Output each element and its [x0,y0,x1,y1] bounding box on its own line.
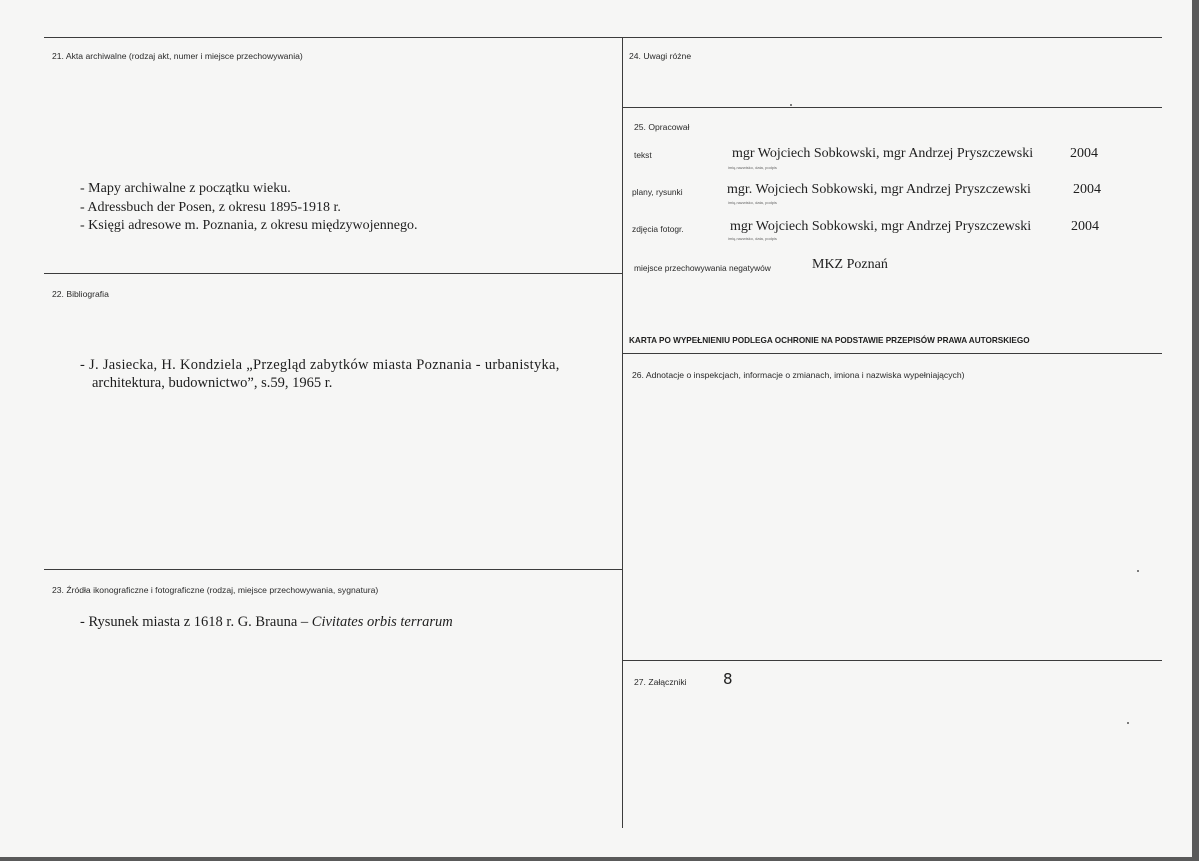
author-row-1-year: 2004 [1070,146,1098,161]
author-row-3-value: mgr Wojciech Sobkowski, mgr Andrzej Pryszczewski [730,219,1032,234]
iconography-item-text: - Rysunek miasta z 1618 r. G. Brauna – [80,614,312,630]
negatives-storage-label: miejsce przechowywania negatywów [634,263,771,273]
author-row-1-key: tekst [634,150,652,160]
author-row-3-key: zdjęcia fotogr. [632,224,684,234]
copyright-notice: KARTA PO WYPEŁNIENIU PODLEGA OCHRONIE NA PODSTAWIE PRZEPISÓW PRAWA AUTORSKIEGO [629,336,1030,345]
attachments-count: 8 [723,670,733,688]
section-26-label: 26. Adnotacje o inspekcjach, informacje o zmianach, imiona i nazwiska wypełniających) [632,370,965,380]
author-row-3-year: 2004 [1071,219,1099,234]
scan-speck [1127,722,1129,724]
iconography-item [80,614,453,631]
author-row-1-value: mgr Wojciech Sobkowski, mgr Andrzej Pryszczewski [732,146,1034,161]
center-divider [622,37,623,828]
bibliography-line-1: - J. Jasiecka, H. Kondziela „Przegląd zabytków miasta Poznania - urbanistyka, [80,357,560,373]
rule-22-23 [44,569,622,570]
author-row-2-year: 2004 [1073,182,1101,197]
author-row-2-value: mgr. Wojciech Sobkowski, mgr Andrzej Pryszczewski [727,182,1031,197]
scan-speck [790,104,792,106]
bibliography-line-2: architektura, budownictwo”, s.59, 1965 r. [92,375,333,391]
section-24-label: 24. Uwagi różne [629,51,692,61]
author-row-2-hint: imię,nazwisko, data, podpis [728,200,777,205]
author-row-2-key: plany, rysunki [632,187,683,197]
iconography-item-title: Civitates orbis terrarum [311,614,453,630]
archive-item-3: - Księgi adresowe m. Poznania, z okresu międzywojennego. [80,218,418,233]
archive-item-2: - Adressbuch der Posen, z okresu 1895-1918 r. [80,200,341,215]
rule-26-27 [622,660,1162,661]
author-row-1-hint: imię,nazwisko, data, podpis [728,165,777,170]
archive-item-1: - Mapy archiwalne z początku wieku. [80,181,291,196]
rule-24-25 [622,107,1162,108]
section-23-label: 23. Źródła ikonograficzne i fotograficzne (rodzaj, miejsce przechowywania, sygnatura) [52,585,379,595]
negatives-storage-value: MKZ Poznań [812,257,888,272]
rule-21-22 [44,273,622,274]
scan-speck [1137,570,1139,572]
section-25-label: 25. Opracował [634,122,690,132]
section-21-label: 21. Akta archiwalne (rodzaj akt, numer i miejsce przechowywania) [52,51,303,61]
rule-25-26 [622,353,1162,354]
section-27-label: 27. Załączniki [634,677,687,687]
section-22-label: 22. Bibliografia [52,289,109,299]
top-rule [44,37,1162,38]
author-row-3-hint: imię,nazwisko, data, podpis [728,236,777,241]
